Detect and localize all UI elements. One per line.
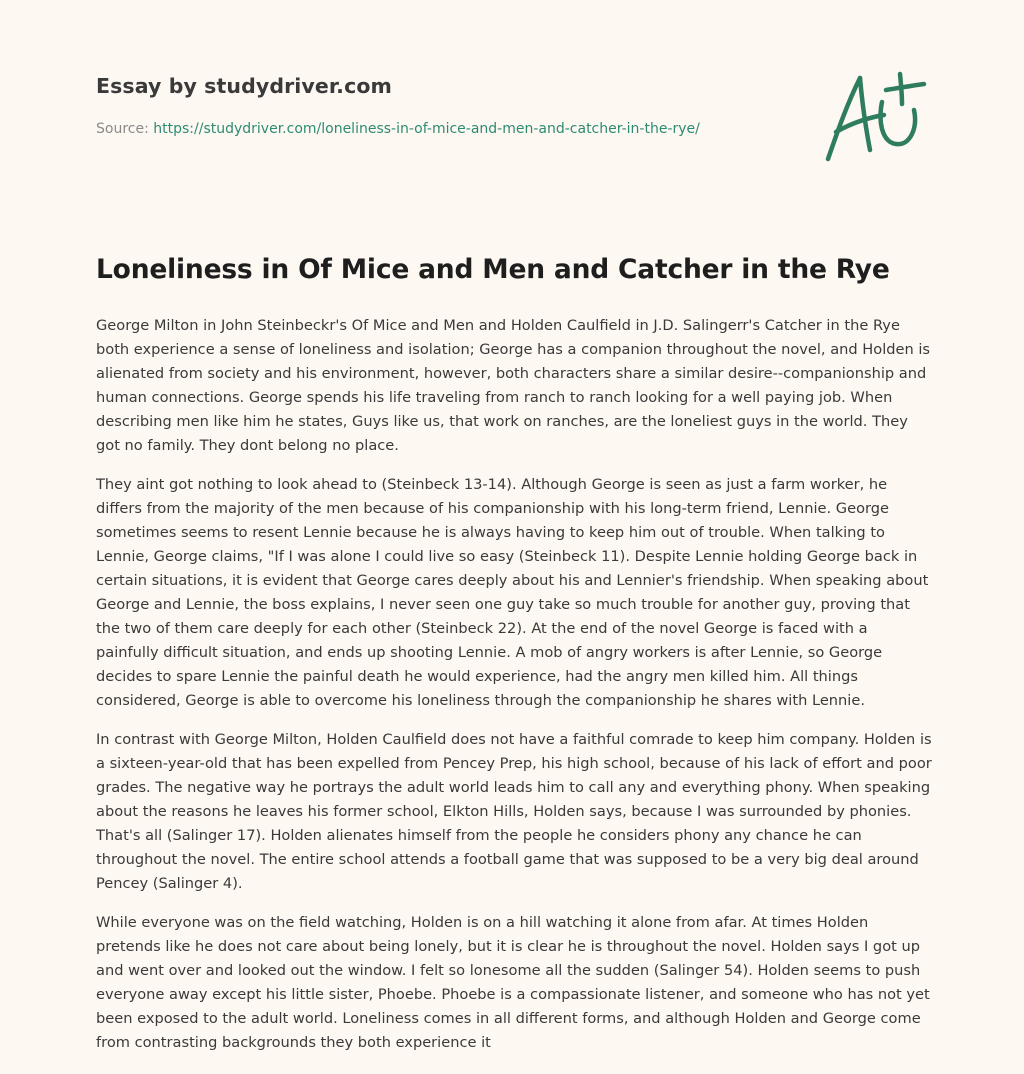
essay-paragraph: They aint got nothing to look ahead to (Steinbeck 13-14). Although George is seen as just a farm worker, he differs from the majority of the men because of his companionship with his long-term friend, Lennie. George sometimes seems to resent Lennie because he is always having to keep him out of trouble. When talking to Lennie, George claims, "If I was alone I could live so easy (Steinbeck 11). Despite Lennie holding George back in certain situations, it is evident that George cares deeply about his and Lennier's friendship. When speaking about George and Lennie, the boss explains, I never seen one guy take so much trouble for another guy, proving that the two of them care deeply for each other (Steinbeck 22). At the end of the novel George is faced with a painfully difficult situation, and ends up shooting Lennie. A mob of angry workers is after Lennie, so George decides to spare Lennie the painful death he would experience, had the angry men killed him. All things considered, George is able to overcome his loneliness through the companionship he shares with Lennie. xyxy=(96,476,929,709)
source-link[interactable]: https://studydriver.com/loneliness-in-of-mice-and-men-and-catcher-in-the-rye/ xyxy=(153,121,700,137)
source-label: Source: xyxy=(96,121,149,137)
source-line xyxy=(96,121,796,137)
essay-paragraph: While everyone was on the field watching, Holden is on a hill watching it alone from afar. At times Holden pretends like he does not care about being lonely, but it is clear he is throughout the novel. Holden says I got up and went over and looked out the window. I felt so lonesome all the sudden (Salinger 54). Holden seems to push everyone away except his little sister, Phoebe. Phoebe is a compassionate listener, and someone who has not yet been exposed to the adult world. Loneliness comes in all different forms, and although Holden and George come from contrasting backgrounds they both experience it xyxy=(96,914,930,1051)
a-plus-grade-logo-icon xyxy=(818,66,930,166)
essay-header xyxy=(96,74,796,137)
essay-paragraph: George Milton in John Steinbeckr's Of Mice and Men and Holden Caulfield in J.D. Salingerr's Catcher in the Rye both experience a sense of loneliness and isolation; George has a companion throughout the novel, and Holden is alienated from society and his environment, however, both characters share a similar desire--companionship and human connections. George spends his life traveling from ranch to ranch looking for a well paying job. When describing men like him he states, Guys like us, that work on ranches, are the loneliest guys in the world. They got no family. They dont belong no place. xyxy=(96,317,931,454)
essay-body xyxy=(96,314,932,1070)
essay-title: Loneliness in Of Mice and Men and Catcher in the Rye xyxy=(96,254,890,285)
essay-paragraph: In contrast with George Milton, Holden Caulfield does not have a faithful comrade to keep him company. Holden is a sixteen-year-old that has been expelled from Pencey Prep, his high school, because of his lack of effort and poor grades. The negative way he portrays the adult world leads him to call any and everything phony. When speaking about the reasons he leaves his former school, Elkton Hills, Holden says, because I was surrounded by phonies. That's all (Salinger 17). Holden alienates himself from the people he considers phony any chance he can throughout the novel. The entire school attends a football game that was supposed to be a very big deal around Pencey (Salinger 4). xyxy=(96,731,932,892)
a-plus-logo-svg xyxy=(818,66,930,166)
site-title: Essay by studydriver.com xyxy=(96,74,392,98)
